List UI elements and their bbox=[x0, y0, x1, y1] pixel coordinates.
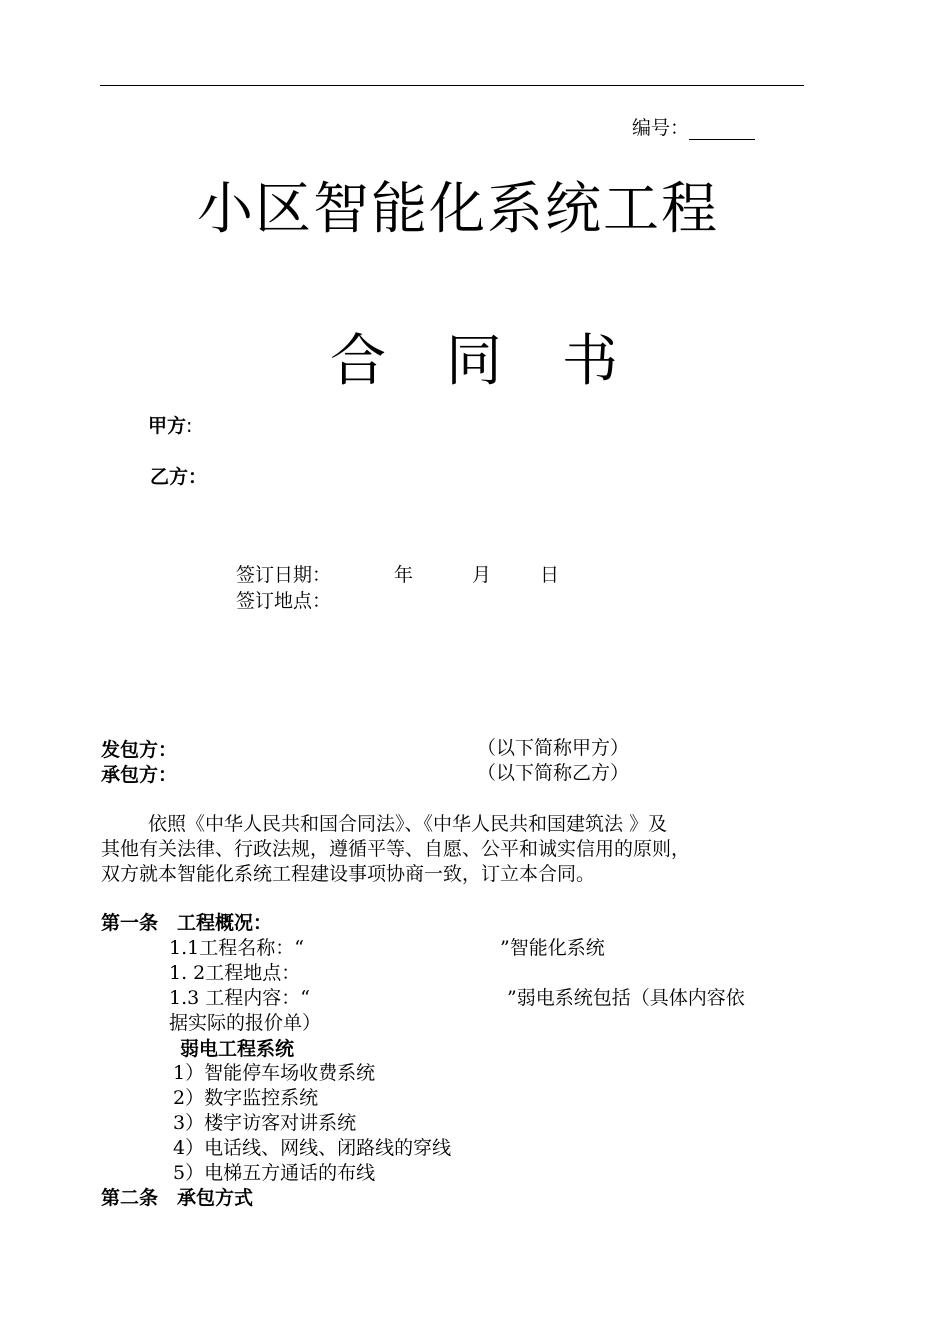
system-subheading: 弱电工程系统 bbox=[180, 1038, 295, 1060]
top-rule bbox=[100, 85, 804, 86]
sign-day: 日 bbox=[540, 564, 560, 586]
article-2-heading: 第二条 承包方式 bbox=[101, 1187, 254, 1209]
system-item-1: 1）智能停车场收费系统 bbox=[173, 1062, 376, 1084]
subtitle-char-2: 同 bbox=[446, 329, 502, 394]
preamble-line-1: 依照《中华人民共和国合同法》、《中华人民共和国建筑法 》及 bbox=[148, 813, 668, 835]
item-1-2-label: 1. 2工程地点： bbox=[169, 962, 301, 984]
item-1-1-tail: ”智能化系统 bbox=[500, 937, 605, 959]
system-item-3: 3）楼宇访客对讲系统 bbox=[173, 1112, 357, 1134]
party-b-label: 乙方： bbox=[150, 466, 208, 488]
party-a-label: 甲方 bbox=[148, 415, 187, 437]
system-item-2: 2）数字监控系统 bbox=[173, 1087, 319, 1109]
cover-title: 小区智能化系统工程 bbox=[197, 177, 719, 242]
employer-label: 发包方： bbox=[101, 739, 178, 761]
contract-number-label: 编号： bbox=[632, 117, 690, 139]
sign-year: 年 bbox=[394, 564, 414, 586]
sign-place-label: 签订地点： bbox=[236, 590, 332, 612]
contractor-note: （以下简称乙方） bbox=[477, 762, 630, 784]
item-1-3-label: 1.3 工程内容：“ bbox=[169, 987, 310, 1009]
party-a-colon: : bbox=[186, 415, 193, 437]
system-item-5: 5）电梯五方通话的布线 bbox=[173, 1162, 376, 1184]
item-1-3-continuation: 据实际的报价单） bbox=[169, 1012, 322, 1034]
contract-number bbox=[632, 113, 755, 140]
contractor-label: 承包方： bbox=[101, 764, 178, 786]
contract-number-blank bbox=[689, 121, 755, 140]
sign-date-label: 签订日期： bbox=[236, 564, 332, 586]
system-item-4: 4）电话线、网线、闭路线的穿线 bbox=[173, 1137, 452, 1159]
employer-note: （以下简称甲方） bbox=[477, 737, 630, 759]
sign-month: 月 bbox=[472, 564, 492, 586]
subtitle-char-3: 书 bbox=[562, 329, 618, 394]
item-1-3-tail: ”弱电系统包括（具体内容依 bbox=[507, 987, 745, 1009]
preamble-line-3: 双方就本智能化系统工程建设事项协商一致，订立本合同。 bbox=[101, 863, 596, 885]
subtitle-char-1: 合 bbox=[330, 329, 386, 394]
article-1-heading: 第一条 工程概况： bbox=[101, 912, 273, 934]
preamble-line-2: 其他有关法律、行政法规，遵循平等、自愿、公平和诚实信用的原则， bbox=[101, 838, 691, 860]
party-a-line bbox=[148, 411, 192, 438]
cover-subtitle bbox=[330, 317, 678, 397]
item-1-1-label: 1.1工程名称：“ bbox=[169, 937, 304, 959]
